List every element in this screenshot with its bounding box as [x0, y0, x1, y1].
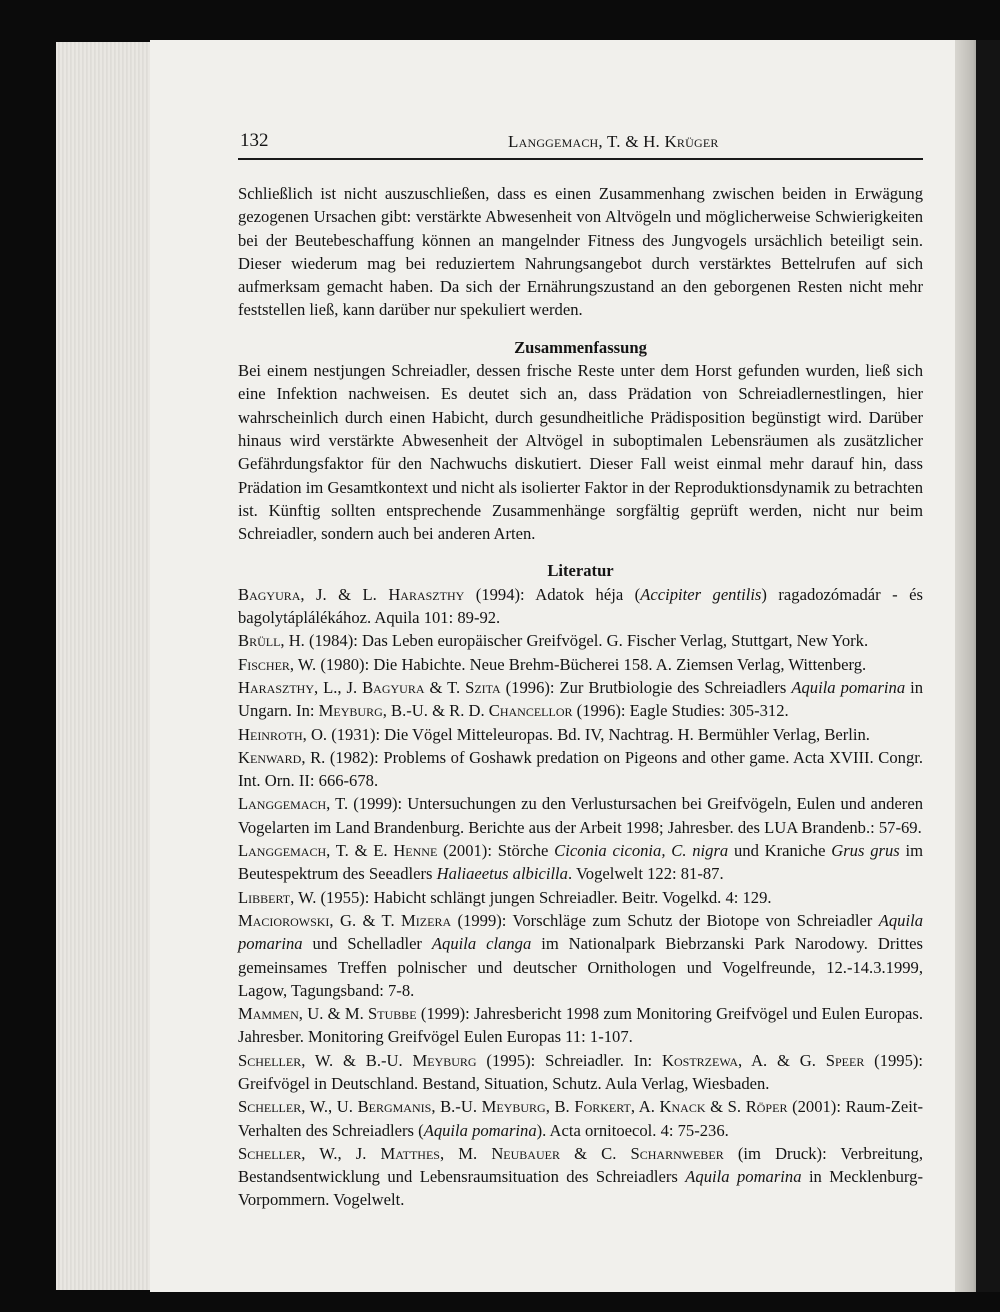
reference-entry — [238, 909, 923, 1002]
reference-text: . Vogelwelt 122: 81-87. — [567, 864, 724, 884]
author-name: Scheller — [238, 1097, 302, 1117]
reference-text: , B.-U. — [431, 1097, 482, 1117]
reference-entry — [238, 653, 923, 676]
reference-entry — [238, 583, 923, 630]
author-name: Chancellor — [488, 701, 573, 721]
reference-text: , L., J. — [314, 677, 363, 697]
intro-paragraph: Schließlich ist nicht auszuschließen, dass es einen Zusammenhang zwischen beiden in Erwägung gezogenen Ursachen gibt: verstärkte Abwesenheit von Altvögeln und möglicherweise Schwierigkeiten bei der Beutebeschaffung können an mangelnder Fitness des Jungvogels ursächlich beteiligt sein. Dieser wiederum mag bei reduziertem Nahrungsangebot durch verstärktes Bettelrufen auf sich aufmerksam gemacht haben. Da sich der Ernährungszustand an den geborgenen Resten nicht mehr feststellen ließ, kann darüber nur spekuliert werden. — [238, 184, 923, 320]
author-name: Mizera — [401, 910, 452, 930]
author-name: Fischer — [238, 654, 290, 674]
author-name: Henne — [393, 841, 438, 861]
reference-entry — [238, 629, 923, 652]
reference-text: in Ungarn. In: — [238, 677, 924, 721]
reference-text: , W., U. — [301, 1097, 358, 1117]
summary-heading: Zusammenfassung — [514, 337, 647, 357]
reference-text: (1999): Jahresbericht 1998 zum Monitoring Greifvögel und Eulen Europas. Jahresber. Monitoring Greifvögel Eulen Europas 11: 1-107. — [238, 1004, 924, 1047]
reference-text: und Schelladler — [302, 934, 432, 954]
author-name: Röper — [745, 1097, 788, 1117]
author-name: Knack — [659, 1097, 706, 1117]
author-name: Haraszthy — [388, 584, 465, 604]
page-number: 132 — [240, 130, 269, 151]
author-name: Bagyura — [238, 584, 301, 604]
author-name: Kostrzewa — [662, 1050, 738, 1070]
author-name: Kenward — [238, 747, 302, 767]
page-content — [238, 128, 923, 1212]
author-name: Scheller — [238, 1050, 302, 1070]
reference-text: ) ragadozómadár - és bagolytáplálékához. Aquila 101: 89-92. — [238, 584, 923, 628]
reference-text: , U. & M. — [298, 1004, 369, 1024]
reference-text: , J. & L. — [300, 584, 389, 604]
author-name: Heinroth — [238, 724, 303, 744]
reference-text: (1996): Eagle Studies: 305-312. — [572, 701, 789, 721]
reference-text: (1995): Schreiadler. In: — [476, 1050, 663, 1070]
reference-entry — [238, 1002, 923, 1049]
species-name: Haliaeetus albicilla — [436, 864, 568, 884]
author-name: Brüll — [238, 631, 281, 651]
reference-text: (2001): Raum-Zeit-Verhalten des Schreiadlers ( — [238, 1097, 923, 1140]
species-name: Grus grus — [831, 841, 900, 861]
species-name: Aquila pomarina — [423, 1120, 537, 1140]
reference-entry — [238, 676, 923, 723]
reference-text: in Mecklenburg-Vorpommern. Vogelwelt. — [238, 1167, 923, 1210]
species-name: Ciconia ciconia, C. nigra — [554, 841, 729, 861]
reference-text: , M. — [439, 1143, 492, 1163]
reference-text: & S. — [705, 1097, 746, 1117]
summary-paragraph: Bei einem nestjungen Schreiadler, dessen frische Reste unter dem Horst gefunden wurden, ließ sich eine Infektion nachweisen. Es deutet sich an, dass Prädation von Schreiadlernestlingen, hier wahrscheinlich durch einen Habicht, durch gesundheitliche Prädisposition begünstigt wird. Darüber hinaus wird verstärkte Abwesenheit der Altvögel in suboptimalen Lebensräumen als zusätzlicher Gefährdungsfaktor für den Nachwuchs diskutiert. Dieser Fall weist einmal mehr darauf hin, dass Prädation im Gesamtkontext und nicht als isolierter Faktor in der Reproduktionsdynamik zu betrachten ist. Künftig sollten entsprechende Zusammenhänge sorgfältig geprüft werden, nicht nur beim Schreiadler, sondern auch bei anderen Arten. — [238, 361, 923, 544]
reference-text: ). Acta ornitoecol. 4: 75-236. — [536, 1120, 729, 1140]
author-name: Langgemach — [238, 794, 327, 814]
reference-text: , B.-U. & R. D. — [382, 701, 489, 721]
reference-text: , T. (1999): Untersuchungen zu den Verlustursachen bei Greifvögeln, Eulen und anderen Vogelarten im Land Brandenburg. Berichte aus der Arbeit 1998; Jahresber. des LUA Brandenb.: 57-69. — [238, 794, 923, 837]
reference-text: , T. & E. — [326, 841, 394, 861]
species-name: Aquila clanga — [431, 934, 532, 954]
reference-text: , A. & G. — [738, 1050, 826, 1070]
reference-text: (1994): Adatok héja ( — [464, 584, 641, 604]
reference-text: , W. (1955): Habicht schlängt jungen Schreiadler. Beitr. Vogelkd. 4: 129. — [290, 887, 772, 907]
reference-text: & T. — [424, 677, 466, 697]
reference-entry — [238, 886, 923, 909]
reference-list — [238, 583, 923, 1212]
reference-entry — [238, 723, 923, 746]
author-name: Langgemach — [238, 841, 327, 861]
author-name: Stubbe — [368, 1004, 417, 1024]
author-name: Bagyura — [362, 677, 425, 697]
reference-text: , O. (1931): Die Vögel Mitteleuropas. Bd. IV, Nachtrag. H. Bermühler Verlag, Berlin. — [302, 724, 870, 744]
reference-text: , W., J. — [301, 1143, 381, 1163]
reference-entry — [238, 1049, 923, 1096]
reference-text: (2001): Störche — [437, 841, 555, 861]
author-name: Forkert — [574, 1097, 631, 1117]
reference-text: , H. (1984): Das Leben europäischer Greifvögel. G. Fischer Verlag, Stuttgart, New York. — [280, 631, 869, 651]
reference-text: (im Druck): Verbreitung, Bestandsentwicklung und Lebensraumsituation des Schreiadlers — [238, 1143, 923, 1187]
reference-entry — [238, 1142, 923, 1212]
reference-text: (1995): Greifvögel in Deutschland. Bestand, Situation, Schutz. Aula Verlag, Wiesbaden. — [238, 1050, 924, 1093]
author-name: Meyburg — [412, 1050, 477, 1070]
reference-text: im Nationalpark Biebrzanski Park Narodowy. Drittes gemeinsames Treffen polnischer und deutscher Ornithologen und Vogelfreunde, 12.-14.3.1999, Lagow, Tagungsband: 7-8. — [238, 934, 924, 1000]
author-name: Scheller — [238, 1143, 302, 1163]
author-name: Libbert — [238, 887, 291, 907]
reference-entry — [238, 839, 923, 886]
author-name: Mammen — [238, 1004, 299, 1024]
author-name: Scharnweber — [630, 1143, 724, 1163]
author-name: Maciorowski — [238, 910, 330, 930]
background-strip — [976, 40, 1000, 1292]
reference-text: im Beutespektrum des Seeadlers — [238, 841, 924, 884]
reference-text: , R. (1982): Problems of Goshawk predation on Pigeons and other game. Acta XVIII. Congr. Int. Orn. II: 666-678. — [238, 747, 923, 791]
species-name: Aquila pomarina — [791, 677, 906, 697]
author-name: Speer — [825, 1050, 865, 1070]
author-name: Haraszthy — [238, 677, 314, 697]
page-header — [238, 128, 923, 160]
author-name: Meyburg — [318, 701, 383, 721]
reference-entry — [238, 746, 923, 793]
reference-text: und Kraniche — [728, 841, 832, 861]
reference-text: (1999): Vorschläge zum Schutz der Biotope von Schreiadler — [451, 910, 879, 930]
species-name: Aquila pomarina — [685, 1167, 802, 1187]
reference-text: & C. — [559, 1143, 631, 1163]
reference-text: , A. — [630, 1097, 660, 1117]
author-name: Meyburg — [481, 1097, 546, 1117]
reference-text: , B. — [545, 1097, 575, 1117]
author-name: Szita — [465, 677, 501, 697]
reference-entry — [238, 1095, 923, 1142]
reference-text: , W. & B.-U. — [301, 1050, 413, 1070]
author-name: Neubauer — [491, 1143, 560, 1163]
running-head: Langgemach, T. & H. Krüger — [508, 132, 719, 151]
author-name: Bergmanis — [357, 1097, 432, 1117]
reference-text: (1996): Zur Brutbiologie des Schreiadlers — [500, 677, 792, 697]
species-name: Aquila pomarina — [238, 910, 923, 954]
reference-text: , G. & T. — [329, 910, 402, 930]
reference-text: , W. (1980): Die Habichte. Neue Brehm-Bücherei 158. A. Ziemsen Verlag, Wittenberg. — [289, 654, 867, 674]
author-name: Matthes — [380, 1143, 440, 1163]
species-name: Accipiter gentilis — [640, 584, 762, 604]
reference-entry — [238, 792, 923, 839]
literature-heading: Literatur — [547, 561, 614, 581]
